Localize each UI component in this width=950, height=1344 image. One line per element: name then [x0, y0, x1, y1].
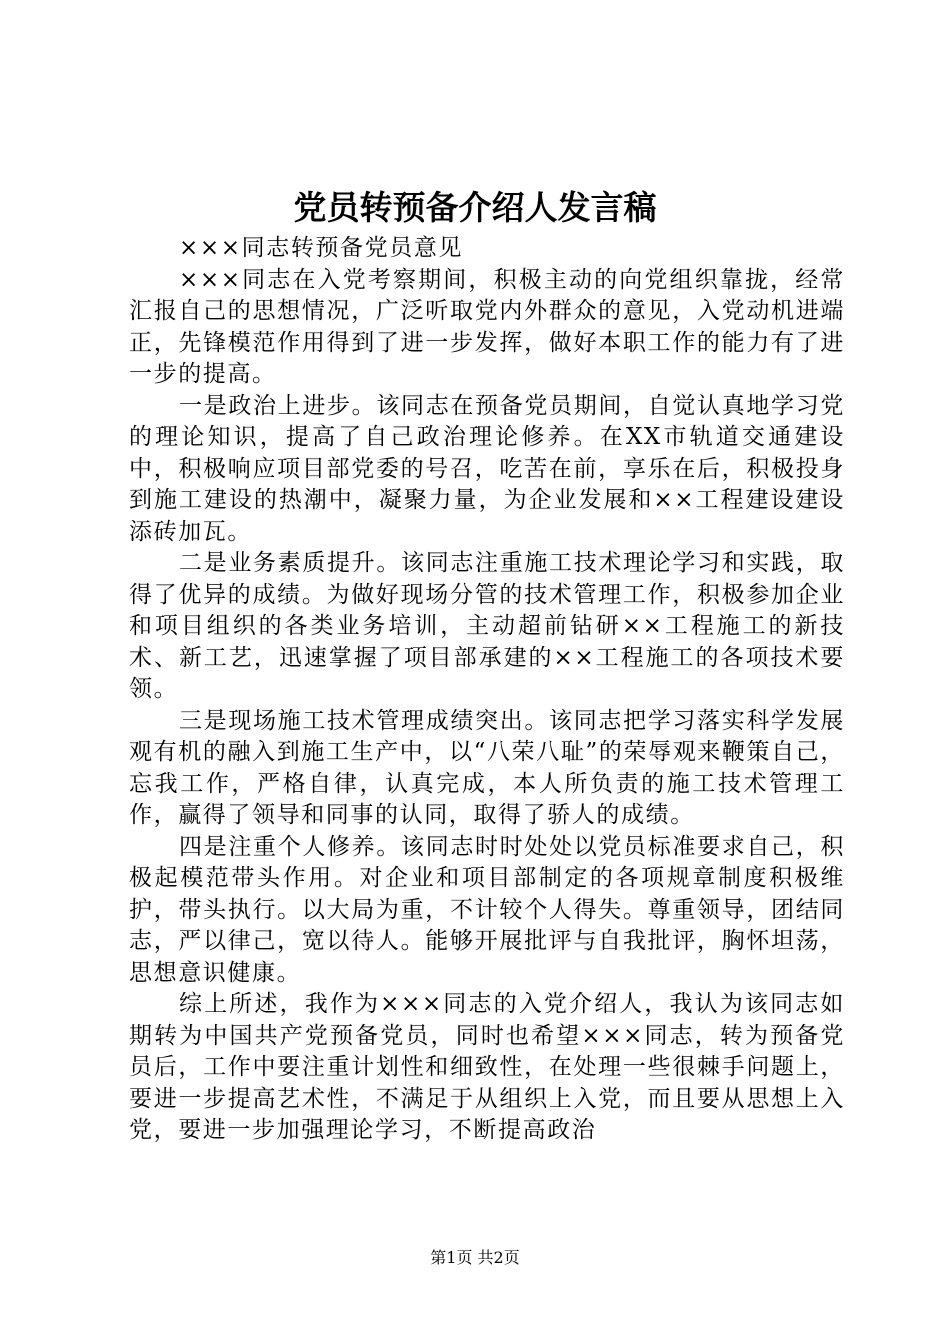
paragraph-cultivation: 四是注重个人修养。该同志时时处处以党员标准要求自己，积极起模范带头作用。对企业和项目部制定的各项规章制度积极维护，带头执行。以大局为重，不计较个人得失。尊重领导，团结同志，严以律己，宽以待人。能够开展批评与自我批评，胸怀坦荡，思想意识健康。: [129, 833, 845, 986]
paragraph-heading: ×××同志转预备党员意见: [179, 235, 464, 261]
paragraph-summary: 综上所述，我作为×××同志的入党介绍人，我认为该同志如期转为中国共产党预备党员，同时也希望×××同志，转为预备党员后，工作中要注重计划性和细致性，在处理一些很棘手问题上，要进一步提高艺术性，不满足于从组织上入党，而且要从思想上入党，要进一步加强理论学习，不断提高政治: [129, 991, 845, 1143]
page-title: 党员转预备介绍人发言稿: [293, 188, 657, 227]
paragraph-politics: 一是政治上进步。该同志在预备党员期间，自觉认真地学习党的理论知识，提高了自己政治理论修养。在XX市轨道交通建设中，积极响应项目部党委的号召，吃苦在前，享乐在后，积极投身到施工建设的热潮中，凝聚力量，为企业发展和××工程建设建设添砖加瓦。: [129, 392, 845, 545]
paragraph-skills: 二是业务素质提升。该同志注重施工技术理论学习和实践，取得了优异的成绩。为做好现场分管的技术管理工作，积极参加企业和项目组织的各类业务培训，主动超前钻研××工程施工的新技术、新工艺，迅速掌握了项目部承建的××工程施工的各项技术要领。: [129, 550, 845, 702]
paragraph-intro: ×××同志在入党考察期间，积极主动的向党组织靠拢，经常汇报自己的思想情况，广泛听取党内外群众的意见，入党动机进端正，先锋模范作用得到了进一步发挥，做好本职工作的能力有了进一步的提高。: [129, 266, 845, 387]
paragraph-management: 三是现场施工技术管理成绩突出。该同志把学习落实科学发展观有机的融入到施工生产中，以“八荣八耻”的荣辱观来鞭策自己，忘我工作，严格自律，认真完成，本人所负责的施工技术管理工作，赢得了领导和同事的认同，取得了骄人的成绩。: [129, 707, 845, 828]
page-footer: 第1页 共2页: [430, 1248, 520, 1267]
document-body: [129, 233, 845, 1147]
